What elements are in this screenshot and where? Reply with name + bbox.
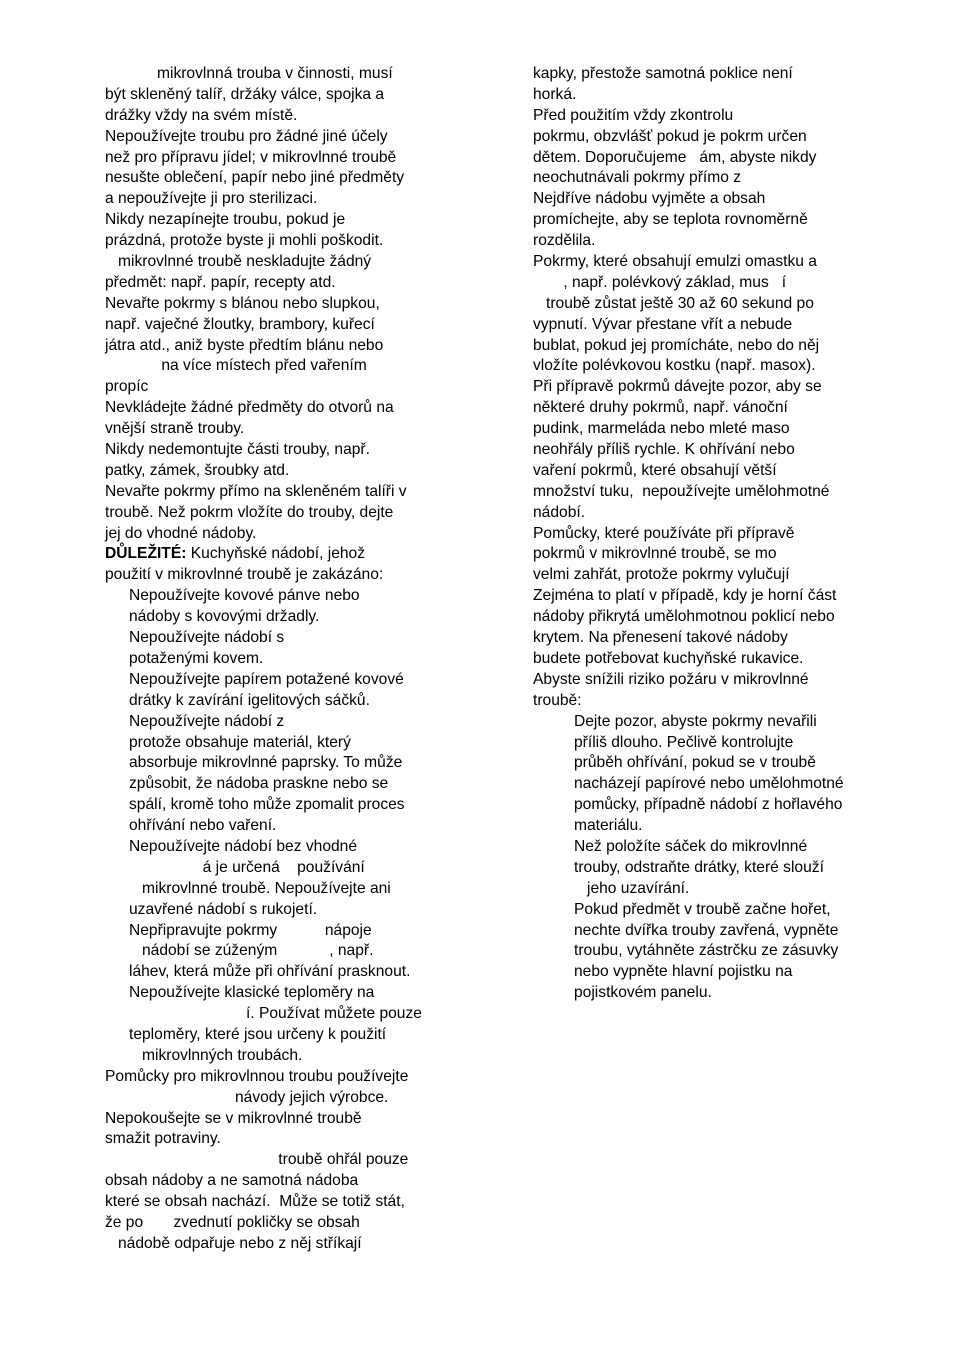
line-text: Nevkládejte žádné předměty do otvorů na — [105, 399, 394, 417]
line-text: pomůcky, případně nádobí z hořlavého — [574, 796, 843, 814]
line-text: nechte dvířka trouby zavřená, vypněte — [574, 921, 839, 939]
text-line — [105, 544, 467, 565]
text-line — [105, 168, 467, 189]
text-line — [105, 377, 467, 398]
line-text: vaření pokrmů, které obsahují větší — [533, 461, 777, 479]
line-text: játra atd., aniž byste předtím blánu nebo — [105, 336, 384, 354]
line-text: Dejte pozor, abyste pokrmy nevařili — [574, 712, 817, 730]
text-line — [105, 231, 467, 252]
important-label: DŮLEŽITÉ: — [105, 545, 187, 563]
line-text: Nepoužívejte nádobí z — [129, 712, 285, 730]
line-text: troubě ohřál pouze — [105, 1151, 409, 1169]
text-line — [533, 565, 895, 586]
text-line — [105, 983, 467, 1004]
line-text: mikrovlnná trouba v činnosti, musí — [105, 65, 393, 82]
right-text-column — [533, 64, 895, 1004]
text-line — [105, 900, 467, 921]
text-line — [105, 252, 467, 273]
line-text: Nepoužívejte nádobí s — [129, 629, 285, 647]
line-text: obsah nádoby a ne samotná nádoba — [105, 1172, 359, 1190]
text-line — [105, 733, 467, 754]
text-line — [105, 461, 467, 482]
text-line — [105, 941, 467, 962]
line-text: Pomůcky, které používáte při přípravě — [533, 524, 795, 542]
line-text: nádobě odpařuje nebo z něj stříkají — [105, 1234, 362, 1252]
text-line — [533, 315, 895, 336]
line-text: Pokud předmět v troubě začne hořet, — [574, 900, 831, 918]
text-line — [105, 586, 467, 607]
line-text: pokrmů v mikrovlnné troubě, se mo — [533, 545, 777, 563]
text-line — [533, 106, 895, 127]
text-line — [105, 962, 467, 983]
line-text: Při přípravě pokrmů dávejte pozor, aby se — [533, 378, 822, 396]
line-text: které se obsah nachází. Může se totiž stát, — [105, 1193, 405, 1211]
text-line — [533, 168, 895, 189]
text-line — [533, 712, 895, 733]
text-line — [533, 691, 895, 712]
text-line — [105, 189, 467, 210]
line-text: Zejména to platí v případě, kdy je horní část — [533, 587, 837, 605]
line-text: teploměry, které jsou určeny k použití — [129, 1025, 387, 1043]
line-text: na více místech před vařením — [105, 357, 367, 375]
line-text: pojistkovém panelu. — [574, 984, 712, 1002]
text-line — [105, 1192, 467, 1213]
text-line — [533, 482, 895, 503]
line-text: vypnutí. Vývar přestane vřít a nebude — [533, 315, 793, 333]
line-text: láhev, která může při ohřívání prasknout. — [129, 963, 411, 981]
line-text: materiálu. — [574, 817, 643, 835]
line-text: budete potřebovat kuchyňské rukavice. — [533, 649, 804, 667]
line-text: á je určená používání — [129, 858, 365, 876]
line-text: drátky k zavírání igelitových sáčků. — [129, 691, 370, 709]
text-line — [533, 231, 895, 252]
text-line — [533, 628, 895, 649]
line-text: Nevařte pokrmy přímo na skleněném talíři v — [105, 482, 407, 500]
text-line — [533, 127, 895, 148]
line-text: Nepřipravujte pokrmy nápoje — [129, 921, 372, 939]
line-text: pudink, marmeláda nebo mleté maso — [533, 420, 790, 438]
line-text: Nepoužívejte papírem potažené kovové — [129, 670, 404, 688]
text-line — [105, 106, 467, 127]
text-line — [105, 524, 467, 545]
line-text: kapky, přestože samotná poklice není — [533, 65, 793, 82]
text-line — [105, 315, 467, 336]
line-text: troubu, vytáhněte zástrčku ze zásuvky — [574, 942, 839, 960]
text-line — [533, 419, 895, 440]
text-line — [533, 733, 895, 754]
line-text: a nepoužívejte ji pro sterilizaci. — [105, 190, 318, 208]
line-text: návody jejich výrobce. — [105, 1088, 389, 1106]
text-line — [105, 294, 467, 315]
line-text: rozdělila. — [533, 232, 596, 250]
line-text: horká. — [533, 85, 577, 103]
line-text: nádoby s kovovými držadly. — [129, 608, 320, 626]
text-line — [105, 210, 467, 231]
text-line — [533, 189, 895, 210]
text-line — [105, 1025, 467, 1046]
line-text: prázdná, protože byste ji mohli poškodit. — [105, 232, 384, 250]
line-text: Nepoužívejte kovové pánve nebo — [129, 587, 360, 605]
line-text: potaženými kovem. — [129, 649, 264, 667]
line-text: že po zvednutí pokličky se obsah — [105, 1213, 360, 1231]
text-line — [105, 356, 467, 377]
text-line — [105, 858, 467, 879]
text-line — [105, 649, 467, 670]
left-text-column — [105, 64, 467, 1255]
line-text: drážky vždy na svém místě. — [105, 106, 298, 124]
line-text: , např. polévkový základ, mus í — [533, 273, 787, 291]
text-line — [533, 210, 895, 231]
text-line — [533, 921, 895, 942]
line-text: protože obsahuje materiál, který — [129, 733, 351, 751]
line-text: neochutnávali pokrmy přímo z — [533, 169, 742, 187]
line-text: propíc — [105, 378, 149, 396]
line-text: být skleněný talíř, držáky válce, spojka a — [105, 85, 385, 103]
text-line — [105, 127, 467, 148]
line-text: nebo vypněte hlavní pojistku na — [574, 963, 793, 981]
line-text: některé druhy pokrmů, např. vánoční — [533, 399, 788, 417]
text-line — [105, 398, 467, 419]
text-line — [105, 712, 467, 733]
line-text: Nepoužívejte klasické teploměry na — [129, 984, 375, 1002]
line-text: množství tuku, nepoužívejte umělohmotné — [533, 482, 830, 500]
line-text: nádoby přikrytá umělohmotnou poklicí nebo — [533, 608, 835, 626]
line-text: Pokrmy, které obsahují emulzi omastku a — [533, 253, 817, 271]
text-line — [533, 252, 895, 273]
text-line — [533, 85, 895, 106]
line-text: spálí, kromě toho může zpomalit proces — [129, 796, 405, 814]
line-text: Pomůcky pro mikrovlnnou troubu používejte — [105, 1067, 409, 1085]
text-line — [105, 816, 467, 837]
text-line — [533, 273, 895, 294]
text-line — [533, 586, 895, 607]
text-line — [105, 795, 467, 816]
text-line — [533, 440, 895, 461]
line-text: patky, zámek, šroubky atd. — [105, 461, 290, 479]
text-line — [105, 440, 467, 461]
text-line — [533, 837, 895, 858]
line-text: troubě zůstat ještě 30 až 60 sekund po — [533, 294, 814, 312]
text-line — [105, 837, 467, 858]
text-line — [105, 419, 467, 440]
line-text: troubě: — [533, 691, 582, 709]
line-text: pokrmu, obzvlášť pokud je pokrm určen — [533, 127, 807, 145]
line-text: nádobí. — [533, 503, 586, 521]
text-line — [533, 983, 895, 1004]
line-text: např. vaječné žloutky, brambory, kuřecí — [105, 315, 375, 333]
text-line — [105, 1150, 467, 1171]
line-text: Kuchyňské nádobí, jehož — [186, 545, 366, 563]
line-text: Nevařte pokrmy s blánou nebo slupkou, — [105, 294, 380, 312]
line-text: Nikdy nezapínejte troubu, pokud je — [105, 211, 346, 229]
text-line — [533, 524, 895, 545]
line-text: Nepoužívejte nádobí bez vhodné — [129, 837, 358, 855]
line-text: ohřívání nebo vaření. — [129, 817, 277, 835]
line-text: mikrovlnných troubách. — [129, 1046, 303, 1064]
line-text: neohřály příliš rychle. K ohřívání nebo — [533, 441, 795, 459]
line-text: vložíte polévkovou kostku (např. masox). — [533, 357, 816, 375]
text-line — [105, 482, 467, 503]
line-text: Nikdy nedemontujte části trouby, např. — [105, 441, 370, 459]
line-text: Než položíte sáček do mikrovlnné — [574, 837, 808, 855]
text-line — [105, 1046, 467, 1067]
line-text: dětem. Doporučujeme ám, abyste nikdy — [533, 148, 817, 166]
text-line — [533, 503, 895, 524]
line-text: troubě. Než pokrm vložíte do trouby, dejte — [105, 503, 394, 521]
text-line — [105, 64, 467, 85]
text-line — [533, 941, 895, 962]
text-line — [105, 1213, 467, 1234]
text-line — [105, 85, 467, 106]
text-line — [105, 607, 467, 628]
text-line — [533, 356, 895, 377]
line-text: příliš dlouho. Pečlivě kontrolujte — [574, 733, 794, 751]
line-text: použití v mikrovlnné troubě je zakázáno: — [105, 566, 384, 584]
text-line — [105, 670, 467, 691]
line-text: mikrovlnné troubě. Nepoužívejte ani — [129, 879, 391, 897]
line-text: nádobí se zúženým , např. — [129, 942, 374, 960]
text-line — [105, 691, 467, 712]
text-line — [533, 461, 895, 482]
text-line — [105, 503, 467, 524]
line-text: předmět: např. papír, recepty atd. — [105, 273, 336, 291]
text-line — [533, 879, 895, 900]
text-line — [105, 628, 467, 649]
line-text: Nepoužívejte troubu pro žádné jiné účely — [105, 127, 388, 145]
text-line — [533, 670, 895, 691]
line-text: promíchejte, aby se teplota rovnoměrně — [533, 211, 808, 229]
text-line — [105, 565, 467, 586]
text-line — [105, 774, 467, 795]
text-line — [105, 879, 467, 900]
text-line — [533, 962, 895, 983]
text-line — [105, 1088, 467, 1109]
line-text: Abyste snížili riziko požáru v mikrovlnné — [533, 670, 809, 688]
text-line — [533, 774, 895, 795]
text-line — [105, 1234, 467, 1255]
line-text: jej do vhodné nádoby. — [105, 524, 257, 542]
line-text: průběh ohřívání, pokud se v troubě — [574, 754, 816, 772]
text-line — [533, 148, 895, 169]
line-text: bublat, pokud jej promícháte, nebo do něj — [533, 336, 820, 354]
line-text: Nejdříve nádobu vyjměte a obsah — [533, 190, 766, 208]
text-line — [105, 273, 467, 294]
text-line — [533, 64, 895, 85]
line-text: nesušte oblečení, papír nebo jiné předměty — [105, 169, 405, 187]
text-line — [105, 1129, 467, 1150]
text-line — [533, 607, 895, 628]
text-line — [533, 544, 895, 565]
line-text: nacházejí papírové nebo umělohmotné — [574, 775, 844, 793]
line-text: než pro přípravu jídel; v mikrovlnné troubě — [105, 148, 397, 166]
line-text: krytem. Na přenesení takové nádoby — [533, 629, 788, 647]
text-line — [533, 795, 895, 816]
text-line — [105, 148, 467, 169]
text-line — [105, 1067, 467, 1088]
line-text: trouby, odstraňte drátky, které slouží — [574, 858, 824, 876]
text-line — [533, 753, 895, 774]
line-text: Nepokoušejte se v mikrovlnné troubě — [105, 1109, 362, 1127]
line-text: í. Používat můžete pouze — [129, 1005, 422, 1023]
line-text: absorbuje mikrovlnné paprsky. To může — [129, 754, 403, 772]
line-text: jeho uzavírání. — [574, 879, 690, 897]
text-line — [533, 900, 895, 921]
text-line — [533, 336, 895, 357]
line-text: vnější straně trouby. — [105, 420, 245, 438]
text-line — [105, 336, 467, 357]
text-line — [533, 294, 895, 315]
line-text: mikrovlnné troubě neskladujte žádný — [105, 253, 372, 271]
text-line — [533, 398, 895, 419]
line-text: uzavřené nádobí s rukojetí. — [129, 900, 318, 918]
line-text: Před použitím vždy zkontrolu — [533, 106, 734, 124]
text-line — [533, 858, 895, 879]
text-line — [105, 921, 467, 942]
line-text: způsobit, že nádoba praskne nebo se — [129, 775, 389, 793]
text-line — [533, 377, 895, 398]
text-line — [533, 816, 895, 837]
text-line — [105, 1109, 467, 1130]
text-line — [533, 649, 895, 670]
text-line — [105, 1004, 467, 1025]
line-text: velmi zahřát, protože pokrmy vylučují — [533, 566, 790, 584]
line-text: smažit potraviny. — [105, 1130, 221, 1148]
text-line — [105, 753, 467, 774]
text-line — [105, 1171, 467, 1192]
